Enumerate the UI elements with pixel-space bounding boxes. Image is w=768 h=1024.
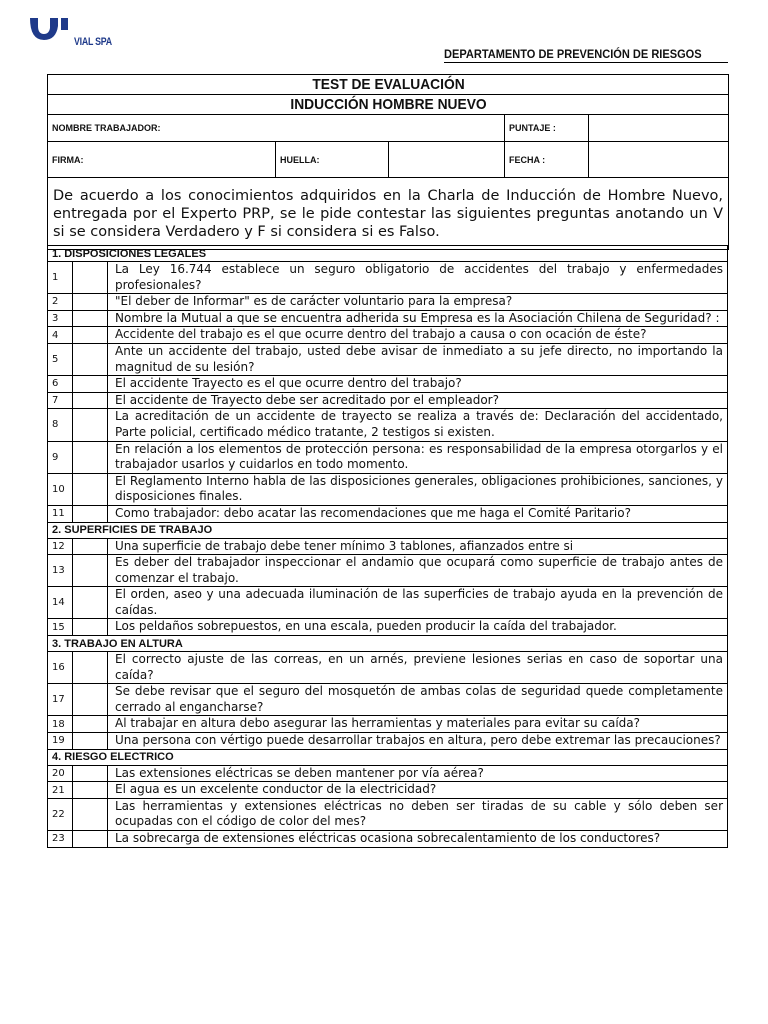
question-number: 10	[48, 473, 73, 505]
question-text: Accidente del trabajo es el que ocurre dentro del trabajo a causa o con ocación de éste?	[108, 327, 728, 344]
question-row	[48, 798, 728, 830]
question-number: 22	[48, 798, 73, 830]
question-number: 5	[48, 343, 73, 375]
answer-field[interactable]	[73, 310, 108, 327]
fingerprint-label: HUELLA:	[276, 142, 389, 178]
question-text: "El deber de Informar" es de carácter voluntario para la empresa?	[108, 294, 728, 311]
question-text: El Reglamento Interno habla de las disposiciones generales, obligaciones prohibiciones, sanciones, y disposiciones finales.	[108, 473, 728, 505]
section-title: 2. SUPERFICIES DE TRABAJO	[48, 522, 728, 538]
answer-field[interactable]	[73, 765, 108, 782]
question-row	[48, 409, 728, 441]
question-row	[48, 294, 728, 311]
question-row	[48, 652, 728, 684]
question-row	[48, 262, 728, 294]
question-text: Una persona con vértigo puede desarrollar trabajos en altura, pero debe extremar las precauciones?	[108, 733, 728, 750]
answer-field[interactable]	[73, 294, 108, 311]
answer-field[interactable]	[73, 505, 108, 522]
question-number: 11	[48, 505, 73, 522]
question-number: 1	[48, 262, 73, 294]
date-field[interactable]	[589, 142, 729, 178]
answer-field[interactable]	[73, 409, 108, 441]
question-number: 13	[48, 555, 73, 587]
question-text: Nombre la Mutual a que se encuentra adherida su Empresa es la Asociación Chilena de Seguridad? :	[108, 310, 728, 327]
answer-field[interactable]	[73, 733, 108, 750]
answer-field[interactable]	[73, 716, 108, 733]
question-text: Una superficie de trabajo debe tener mínimo 3 tablones, afianzados entre si	[108, 538, 728, 555]
answer-field[interactable]	[73, 587, 108, 619]
question-number: 2	[48, 294, 73, 311]
question-text: Las extensiones eléctricas se deben mantener por vía aérea?	[108, 765, 728, 782]
question-number: 9	[48, 441, 73, 473]
question-row	[48, 684, 728, 716]
question-number: 17	[48, 684, 73, 716]
question-text: Los peldaños sobrepuestos, en una escala, pueden producir la caída del trabajador.	[108, 619, 728, 636]
question-text: El accidente Trayecto es el que ocurre dentro del trabajo?	[108, 376, 728, 393]
question-number: 15	[48, 619, 73, 636]
score-label: PUNTAJE :	[505, 115, 589, 142]
question-text: Es deber del trabajador inspeccionar el andamio que ocupará como superficie de trabajo antes de comenzar el trabajo.	[108, 555, 728, 587]
section-title: 4. RIESGO ELECTRICO	[48, 749, 728, 765]
department-underline	[444, 62, 728, 63]
question-text: El accidente de Trayecto debe ser acreditado por el empleador?	[108, 392, 728, 409]
instructions-text: De acuerdo a los conocimientos adquiridos en la Charla de Inducción de Hombre Nuevo, entregada por el Experto PRP, se le pide contestar las siguientes preguntas anotando un V si se considera Verdadero y F si considera si es Falso.	[48, 178, 729, 250]
question-row	[48, 782, 728, 799]
answer-field[interactable]	[73, 782, 108, 799]
signature-label: FIRMA:	[52, 154, 84, 165]
question-text: Como trabajador: debo acatar las recomendaciones que me haga el Comité Paritario?	[108, 505, 728, 522]
question-row	[48, 765, 728, 782]
answer-field[interactable]	[73, 831, 108, 848]
question-row	[48, 587, 728, 619]
question-number: 3	[48, 310, 73, 327]
question-number: 20	[48, 765, 73, 782]
section-header	[48, 522, 728, 538]
question-row	[48, 538, 728, 555]
question-row	[48, 310, 728, 327]
logo-mark-icon	[28, 14, 68, 42]
section-title: 3. TRABAJO EN ALTURA	[48, 636, 728, 652]
question-number: 12	[48, 538, 73, 555]
question-text: El correcto ajuste de las correas, en un arnés, previene lesiones serias en caso de soportar una caída?	[108, 652, 728, 684]
section-header	[48, 246, 728, 262]
answer-field[interactable]	[73, 684, 108, 716]
answer-field[interactable]	[73, 473, 108, 505]
question-text: Se debe revisar que el seguro del mosquetón de ambas colas de seguridad quede completamente cerrado al engancharse?	[108, 684, 728, 716]
logo-text: VIAL SPA	[74, 36, 112, 48]
answer-field[interactable]	[73, 441, 108, 473]
question-row	[48, 619, 728, 636]
question-number: 14	[48, 587, 73, 619]
company-logo	[28, 14, 148, 50]
answer-field[interactable]	[73, 376, 108, 393]
question-row	[48, 733, 728, 750]
question-number: 7	[48, 392, 73, 409]
question-text: El orden, aseo y una adecuada iluminación de las superficies de trabajo ayuda en la prevención de caídas.	[108, 587, 728, 619]
question-number: 19	[48, 733, 73, 750]
question-row	[48, 376, 728, 393]
question-text: La sobrecarga de extensiones eléctricas ocasiona sobrecalentamiento de los conductores?	[108, 831, 728, 848]
answer-field[interactable]	[73, 327, 108, 344]
answer-field[interactable]	[73, 538, 108, 555]
questions-table	[47, 245, 728, 848]
question-text: Las herramientas y extensiones eléctricas no deben ser tiradas de su cable y sólo deben ser ocupadas con el código de color del mes?	[108, 798, 728, 830]
question-text: Ante un accidente del trabajo, usted debe avisar de inmediato a su jefe directo, no importando la magnitud de su lesión?	[108, 343, 728, 375]
question-number: 16	[48, 652, 73, 684]
test-subtitle: INDUCCIÓN HOMBRE NUEVO	[75, 95, 702, 115]
signature-field[interactable]	[48, 142, 276, 178]
test-title: TEST DE EVALUACIÓN	[75, 75, 702, 95]
question-number: 6	[48, 376, 73, 393]
header-form-table	[47, 74, 729, 250]
score-field[interactable]	[589, 115, 729, 142]
question-row	[48, 441, 728, 473]
question-text: La Ley 16.744 establece un seguro obligatorio de accidentes del trabajo y enfermedades profesionales?	[108, 262, 728, 294]
question-text: La acreditación de un accidente de trayecto se realiza a través de: Declaración del accidentado, Parte policial, certificado médico tratante, 2 testigos si existen.	[108, 409, 728, 441]
answer-field[interactable]	[73, 392, 108, 409]
worker-name-field[interactable]	[48, 115, 505, 142]
question-number: 4	[48, 327, 73, 344]
worker-name-label: NOMBRE TRABAJADOR:	[52, 123, 161, 133]
question-number: 8	[48, 409, 73, 441]
section-header	[48, 749, 728, 765]
question-number: 21	[48, 782, 73, 799]
date-label: FECHA :	[505, 142, 589, 178]
fingerprint-field[interactable]	[389, 142, 505, 178]
question-text: El agua es un excelente conductor de la electricidad?	[108, 782, 728, 799]
question-text: En relación a los elementos de protección persona: es responsabilidad de la empresa otorgarlos y el trabajador usarlos y cuidarlos en todo momento.	[108, 441, 728, 473]
answer-field[interactable]	[73, 619, 108, 636]
answer-field[interactable]	[73, 555, 108, 587]
question-number: 18	[48, 716, 73, 733]
question-number: 23	[48, 831, 73, 848]
question-row	[48, 716, 728, 733]
department-title: DEPARTAMENTO DE PREVENCIÓN DE RIESGOS	[444, 47, 702, 61]
question-row	[48, 505, 728, 522]
answer-field[interactable]	[73, 652, 108, 684]
question-row	[48, 473, 728, 505]
question-text: Al trabajar en altura debo asegurar las herramientas y materiales para evitar su caída?	[108, 716, 728, 733]
question-row	[48, 392, 728, 409]
answer-field[interactable]	[73, 262, 108, 294]
question-row	[48, 343, 728, 375]
question-row	[48, 327, 728, 344]
section-title: 1. DISPOSICIONES LEGALES	[48, 246, 728, 262]
question-row	[48, 555, 728, 587]
answer-field[interactable]	[73, 798, 108, 830]
answer-field[interactable]	[73, 343, 108, 375]
section-header	[48, 636, 728, 652]
question-row	[48, 831, 728, 848]
